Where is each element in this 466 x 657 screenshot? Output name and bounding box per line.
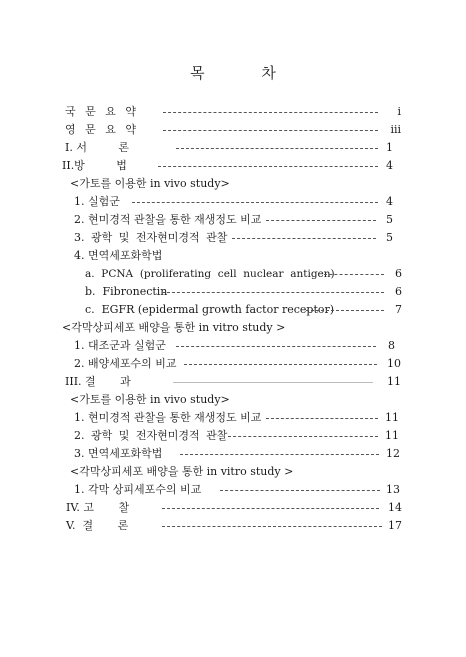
toc-entry-page: 5 xyxy=(386,231,393,244)
toc-leader xyxy=(228,436,378,437)
toc-section-heading xyxy=(0,391,466,409)
toc-leader xyxy=(176,148,378,149)
toc-entry xyxy=(0,193,466,211)
toc-leader xyxy=(158,166,378,167)
toc-leader xyxy=(162,508,379,509)
toc-entry xyxy=(0,157,466,175)
toc-entry-page: 14 xyxy=(388,501,402,514)
toc-entry-label: 국 문 요 약 xyxy=(65,105,136,118)
toc-entry-page: 4 xyxy=(386,159,393,172)
toc-entry-label: b. Fibronectin xyxy=(85,285,168,298)
toc-entry-label: 2. 광학 및 전자현미경적 관찰 xyxy=(74,429,228,442)
toc-section-heading xyxy=(0,175,466,193)
toc-entry-label: 1. 실험군 xyxy=(74,195,120,208)
toc-leader xyxy=(163,130,378,131)
toc-entry-label: 3. 광학 및 전자현미경적 관찰 xyxy=(74,231,228,244)
toc-entry-label: a. PCNA (proliferating cell nuclear antigen) xyxy=(85,268,335,280)
toc-leader xyxy=(173,382,373,383)
toc-entry xyxy=(0,427,466,445)
toc-leader xyxy=(176,346,376,347)
toc-entry xyxy=(0,103,466,121)
toc-entry-page: 12 xyxy=(386,447,400,460)
toc-entry xyxy=(0,337,466,355)
toc-entry xyxy=(0,481,466,499)
toc-entry-label: 영 문 요 약 xyxy=(65,123,136,136)
toc-entry-page: 5 xyxy=(386,213,393,226)
toc-entry-label: 1. 대조군과 실험군 xyxy=(74,339,166,352)
toc-entry-page: 11 xyxy=(385,429,399,442)
toc-entry-label: c. EGFR (epidermal growth factor receptor) xyxy=(85,303,335,316)
toc-entry xyxy=(0,355,466,373)
toc-entry xyxy=(0,211,466,229)
toc-entry-label: III. 결 과 xyxy=(65,375,131,388)
toc-entry-label: <가토를 이용한 in vivo study> xyxy=(70,177,230,190)
toc-section-heading xyxy=(0,319,466,337)
toc-entry xyxy=(0,499,466,517)
toc-entry xyxy=(0,229,466,247)
toc-entry-label: <각막상피세포 배양을 통한 in vitro study > xyxy=(70,465,294,478)
toc-entry-label: 1. 각막 상피세포수의 비교 xyxy=(74,483,202,496)
toc-entry-label: I. 서 론 xyxy=(65,141,130,154)
toc-entry-label: V. 결 론 xyxy=(66,519,129,532)
toc-leader xyxy=(220,490,380,491)
toc-entry-page: 10 xyxy=(387,357,401,370)
toc-entry-page: iii xyxy=(390,123,401,136)
toc-entry-page: 13 xyxy=(386,483,400,496)
toc-entry-label: 2. 배양세포수의 비교 xyxy=(74,357,177,370)
toc-entry-page: 11 xyxy=(387,375,401,388)
toc-section-heading xyxy=(0,463,466,481)
toc-entry-page: 4 xyxy=(386,195,393,208)
toc-entry-page: 1 xyxy=(386,141,393,154)
toc-subsection-heading xyxy=(0,247,466,265)
toc-entry-label: 2. 현미경적 관찰을 통한 재생정도 비교 xyxy=(74,213,262,226)
toc-entry xyxy=(0,517,466,535)
toc-entry xyxy=(0,445,466,463)
toc-entry xyxy=(0,121,466,139)
toc-entry xyxy=(0,139,466,157)
toc-entry-label: II.방 법 xyxy=(62,159,127,172)
toc-entry-page: 11 xyxy=(385,411,399,424)
toc-leader xyxy=(180,454,379,455)
toc-entry xyxy=(0,373,466,391)
toc-leader xyxy=(266,418,378,419)
toc-entry-page: 7 xyxy=(395,303,402,316)
toc-leader xyxy=(266,220,376,221)
toc-entry-label: 1. 현미경적 관찰을 통한 재생정도 비교 xyxy=(74,411,262,424)
toc-entry-page: 6 xyxy=(395,285,402,298)
toc-leader xyxy=(162,526,382,527)
toc-entry-label: <각막상피세포 배양을 통한 in vitro study > xyxy=(62,321,286,334)
toc-entry xyxy=(0,265,466,283)
toc-leader xyxy=(162,292,384,293)
toc-entry-page: 17 xyxy=(388,519,402,532)
toc-entry-page: 6 xyxy=(395,267,402,280)
toc-entry xyxy=(0,283,466,301)
page-title: 목 차 xyxy=(190,64,302,82)
toc-entry-page: 8 xyxy=(388,339,395,352)
toc-entry-label: IV. 고 찰 xyxy=(66,501,130,514)
toc-entry xyxy=(0,301,466,319)
toc-leader xyxy=(232,238,376,239)
toc-entry-label: <가토를 이용한 in vivo study> xyxy=(70,393,230,406)
toc-entry-page: i xyxy=(397,105,401,118)
toc-entry-label: 3. 면역세포화학법 xyxy=(74,447,163,460)
toc-entry-label: 4. 면역세포화학법 xyxy=(74,249,163,262)
toc-leader xyxy=(163,112,378,113)
toc-entry xyxy=(0,409,466,427)
toc-leader xyxy=(184,364,377,365)
toc-leader xyxy=(132,202,378,203)
